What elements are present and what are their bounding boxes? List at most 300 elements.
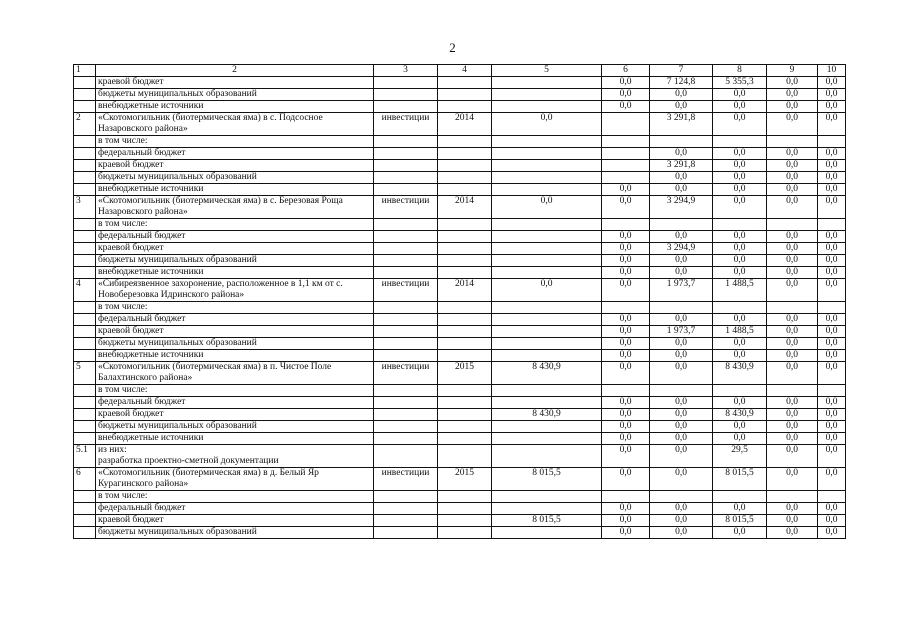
- table-row: [74, 184, 846, 196]
- table-row: [74, 89, 846, 101]
- row-type: [374, 148, 438, 160]
- row-type: [374, 314, 438, 326]
- row-type: [374, 409, 438, 421]
- row-value-9: 0,0: [767, 314, 818, 326]
- row-year: [438, 267, 492, 279]
- row-value-7: 0,0: [650, 503, 713, 515]
- row-number: 3: [74, 196, 96, 219]
- row-total: [492, 503, 602, 515]
- row-number: [74, 219, 96, 231]
- column-header-7: 7: [650, 65, 713, 77]
- row-total: [492, 231, 602, 243]
- row-total: [492, 338, 602, 350]
- row-value-6: [602, 172, 650, 184]
- row-value-9: [767, 302, 818, 314]
- row-year: 2015: [438, 362, 492, 385]
- row-value-10: 0,0: [818, 101, 846, 113]
- row-value-7: [650, 385, 713, 397]
- row-number: [74, 409, 96, 421]
- row-type: [374, 326, 438, 338]
- table-row: [74, 326, 846, 338]
- row-value-8: [713, 491, 767, 503]
- row-type: [374, 89, 438, 101]
- row-year: [438, 231, 492, 243]
- table-row: [74, 385, 846, 397]
- row-value-7: 0,0: [650, 445, 713, 468]
- table-row: [74, 433, 846, 445]
- row-number: [74, 326, 96, 338]
- table-row: [74, 101, 846, 113]
- table-row: [74, 362, 846, 385]
- row-total: [492, 136, 602, 148]
- row-year: [438, 503, 492, 515]
- row-value-9: 0,0: [767, 101, 818, 113]
- row-number: [74, 338, 96, 350]
- row-value-8: 29,5: [713, 445, 767, 468]
- column-header-1: 1: [74, 65, 96, 77]
- row-total: [492, 184, 602, 196]
- row-value-6: 0,0: [602, 267, 650, 279]
- table-row: [74, 314, 846, 326]
- row-value-6: 0,0: [602, 243, 650, 255]
- table-row: [74, 445, 846, 468]
- row-label: в том числе:: [96, 385, 374, 397]
- row-value-8: 8 430,9: [713, 409, 767, 421]
- column-header-8: 8: [713, 65, 767, 77]
- row-value-9: 0,0: [767, 243, 818, 255]
- row-value-10: 0,0: [818, 172, 846, 184]
- row-number: [74, 243, 96, 255]
- row-number: [74, 527, 96, 539]
- row-value-10: 0,0: [818, 350, 846, 362]
- row-value-6: 0,0: [602, 397, 650, 409]
- row-type: [374, 136, 438, 148]
- row-total: [492, 491, 602, 503]
- row-value-6: [602, 219, 650, 231]
- row-value-6: 0,0: [602, 421, 650, 433]
- table-row: [74, 503, 846, 515]
- row-label: бюджеты муниципальных образований: [96, 172, 374, 184]
- table-row: [74, 409, 846, 421]
- row-value-8: [713, 302, 767, 314]
- row-value-10: 0,0: [818, 468, 846, 491]
- row-number: [74, 77, 96, 89]
- row-value-8: 0,0: [713, 314, 767, 326]
- row-type: инвестиции: [374, 113, 438, 136]
- row-year: 2015: [438, 468, 492, 491]
- row-value-6: 0,0: [602, 409, 650, 421]
- row-number: [74, 148, 96, 160]
- row-total: 0,0: [492, 113, 602, 136]
- row-value-6: 0,0: [602, 503, 650, 515]
- row-value-7: 0,0: [650, 338, 713, 350]
- row-label: внебюджетные источники: [96, 350, 374, 362]
- row-year: [438, 314, 492, 326]
- row-value-8: 0,0: [713, 421, 767, 433]
- row-value-10: 0,0: [818, 362, 846, 385]
- row-label: в том числе:: [96, 302, 374, 314]
- row-value-9: 0,0: [767, 409, 818, 421]
- row-value-10: 0,0: [818, 160, 846, 172]
- row-type: инвестиции: [374, 362, 438, 385]
- row-value-7: 0,0: [650, 231, 713, 243]
- column-header-6: 6: [602, 65, 650, 77]
- row-value-10: [818, 136, 846, 148]
- row-value-9: 0,0: [767, 326, 818, 338]
- row-total: 0,0: [492, 196, 602, 219]
- table-row: [74, 527, 846, 539]
- row-year: [438, 433, 492, 445]
- row-value-6: 0,0: [602, 231, 650, 243]
- row-value-8: 8 430,9: [713, 362, 767, 385]
- row-value-9: 0,0: [767, 445, 818, 468]
- row-number: [74, 503, 96, 515]
- row-value-9: 0,0: [767, 362, 818, 385]
- row-number: [74, 491, 96, 503]
- row-year: 2014: [438, 196, 492, 219]
- row-value-10: [818, 219, 846, 231]
- row-label: в том числе:: [96, 491, 374, 503]
- row-value-10: 0,0: [818, 433, 846, 445]
- row-number: 6: [74, 468, 96, 491]
- row-value-7: 0,0: [650, 148, 713, 160]
- row-value-9: 0,0: [767, 113, 818, 136]
- row-value-10: 0,0: [818, 267, 846, 279]
- row-label: «Скотомогильник (биотермическая яма) в с. Подсосное Назаровского района»: [96, 113, 374, 136]
- row-type: инвестиции: [374, 468, 438, 491]
- row-type: [374, 255, 438, 267]
- row-number: [74, 350, 96, 362]
- row-value-8: 0,0: [713, 89, 767, 101]
- row-type: [374, 219, 438, 231]
- row-number: [74, 231, 96, 243]
- row-total: [492, 527, 602, 539]
- row-year: 2014: [438, 113, 492, 136]
- row-value-9: [767, 491, 818, 503]
- row-total: [492, 326, 602, 338]
- row-value-7: [650, 219, 713, 231]
- row-value-7: [650, 491, 713, 503]
- row-value-7: 3 294,9: [650, 196, 713, 219]
- row-value-10: [818, 491, 846, 503]
- row-total: [492, 89, 602, 101]
- row-value-10: 0,0: [818, 326, 846, 338]
- row-value-10: 0,0: [818, 503, 846, 515]
- row-value-6: 0,0: [602, 362, 650, 385]
- row-type: [374, 302, 438, 314]
- row-label: бюджеты муниципальных образований: [96, 338, 374, 350]
- table-row: [74, 338, 846, 350]
- row-value-7: 1 973,7: [650, 326, 713, 338]
- row-label: в том числе:: [96, 136, 374, 148]
- row-year: [438, 219, 492, 231]
- row-value-7: 0,0: [650, 433, 713, 445]
- row-label: внебюджетные источники: [96, 101, 374, 113]
- row-number: [74, 255, 96, 267]
- row-label: бюджеты муниципальных образований: [96, 89, 374, 101]
- row-number: 2: [74, 113, 96, 136]
- row-total: [492, 433, 602, 445]
- row-value-7: 0,0: [650, 421, 713, 433]
- table-row: [74, 148, 846, 160]
- row-total: [492, 101, 602, 113]
- row-value-9: 0,0: [767, 184, 818, 196]
- table-row: [74, 279, 846, 302]
- row-value-9: 0,0: [767, 77, 818, 89]
- row-total: [492, 219, 602, 231]
- row-value-8: 0,0: [713, 527, 767, 539]
- row-type: [374, 172, 438, 184]
- table-row: [74, 172, 846, 184]
- row-label: внебюджетные источники: [96, 267, 374, 279]
- table-row: [74, 350, 846, 362]
- row-label: федеральный бюджет: [96, 397, 374, 409]
- row-year: [438, 77, 492, 89]
- row-type: [374, 527, 438, 539]
- table-row: [74, 397, 846, 409]
- row-label: бюджеты муниципальных образований: [96, 527, 374, 539]
- row-value-9: 0,0: [767, 196, 818, 219]
- row-total: [492, 267, 602, 279]
- row-value-10: 0,0: [818, 409, 846, 421]
- row-value-7: 0,0: [650, 267, 713, 279]
- table-row: [74, 302, 846, 314]
- row-label: краевой бюджет: [96, 243, 374, 255]
- row-year: [438, 445, 492, 468]
- row-value-9: 0,0: [767, 350, 818, 362]
- row-value-8: 0,0: [713, 113, 767, 136]
- row-total: [492, 148, 602, 160]
- row-total: [492, 77, 602, 89]
- row-total: [492, 172, 602, 184]
- row-value-6: 0,0: [602, 101, 650, 113]
- table-row: [74, 491, 846, 503]
- row-value-10: 0,0: [818, 231, 846, 243]
- row-year: [438, 148, 492, 160]
- row-value-7: 3 291,8: [650, 160, 713, 172]
- budget-table: [73, 64, 846, 539]
- row-value-6: 0,0: [602, 468, 650, 491]
- row-value-10: 0,0: [818, 148, 846, 160]
- row-value-8: 0,0: [713, 267, 767, 279]
- column-header-10: 10: [818, 65, 846, 77]
- row-value-9: 0,0: [767, 255, 818, 267]
- row-type: [374, 503, 438, 515]
- row-type: [374, 184, 438, 196]
- row-value-10: 0,0: [818, 89, 846, 101]
- row-value-6: 0,0: [602, 184, 650, 196]
- column-header-2: 2: [96, 65, 374, 77]
- row-type: [374, 101, 438, 113]
- row-type: [374, 491, 438, 503]
- row-value-10: 0,0: [818, 196, 846, 219]
- table-row: [74, 77, 846, 89]
- row-total: 8 430,9: [492, 362, 602, 385]
- row-type: инвестиции: [374, 279, 438, 302]
- row-number: 4: [74, 279, 96, 302]
- row-number: [74, 160, 96, 172]
- row-value-6: 0,0: [602, 89, 650, 101]
- table-row: [74, 113, 846, 136]
- row-value-6: [602, 491, 650, 503]
- row-label: краевой бюджет: [96, 160, 374, 172]
- row-label: «Скотомогильник (биотермическая яма) в п. Чистое Поле Балахтинского района»: [96, 362, 374, 385]
- row-value-9: 0,0: [767, 231, 818, 243]
- row-type: [374, 267, 438, 279]
- row-label: краевой бюджет: [96, 326, 374, 338]
- row-total: 8 430,9: [492, 409, 602, 421]
- row-value-10: 0,0: [818, 77, 846, 89]
- row-type: [374, 160, 438, 172]
- row-value-9: 0,0: [767, 527, 818, 539]
- row-value-8: 0,0: [713, 433, 767, 445]
- row-value-7: 0,0: [650, 409, 713, 421]
- row-value-8: 0,0: [713, 397, 767, 409]
- row-value-6: 0,0: [602, 196, 650, 219]
- row-type: [374, 338, 438, 350]
- row-value-8: 0,0: [713, 350, 767, 362]
- row-value-9: 0,0: [767, 397, 818, 409]
- row-number: [74, 515, 96, 527]
- row-type: [374, 433, 438, 445]
- row-value-10: 0,0: [818, 314, 846, 326]
- row-number: [74, 101, 96, 113]
- row-year: [438, 136, 492, 148]
- row-value-9: 0,0: [767, 515, 818, 527]
- row-year: [438, 184, 492, 196]
- row-type: [374, 445, 438, 468]
- row-value-7: 0,0: [650, 314, 713, 326]
- row-value-7: [650, 302, 713, 314]
- row-total: [492, 160, 602, 172]
- row-type: [374, 243, 438, 255]
- table-row: [74, 231, 846, 243]
- row-value-10: [818, 385, 846, 397]
- row-value-9: 0,0: [767, 160, 818, 172]
- row-value-9: [767, 219, 818, 231]
- row-total: 8 015,5: [492, 468, 602, 491]
- row-year: [438, 338, 492, 350]
- row-value-8: 8 015,5: [713, 468, 767, 491]
- row-number: [74, 385, 96, 397]
- row-type: инвестиции: [374, 196, 438, 219]
- row-number: [74, 421, 96, 433]
- row-value-7: 0,0: [650, 350, 713, 362]
- row-total: [492, 255, 602, 267]
- row-value-9: 0,0: [767, 338, 818, 350]
- row-number: [74, 267, 96, 279]
- row-value-9: 0,0: [767, 421, 818, 433]
- row-label: бюджеты муниципальных образований: [96, 421, 374, 433]
- row-value-6: [602, 302, 650, 314]
- row-value-10: [818, 302, 846, 314]
- row-year: [438, 385, 492, 397]
- row-value-8: 0,0: [713, 231, 767, 243]
- row-label: «Скотомогильник (биотермическая яма) в с. Березовая Роща Назаровского района»: [96, 196, 374, 219]
- column-header-5: 5: [492, 65, 602, 77]
- row-value-9: 0,0: [767, 172, 818, 184]
- row-type: [374, 385, 438, 397]
- row-type: [374, 397, 438, 409]
- row-number: 5.1: [74, 445, 96, 468]
- row-value-7: 0,0: [650, 89, 713, 101]
- row-value-10: 0,0: [818, 184, 846, 196]
- row-value-8: 0,0: [713, 172, 767, 184]
- row-value-8: 0,0: [713, 101, 767, 113]
- row-value-8: [713, 385, 767, 397]
- row-year: [438, 421, 492, 433]
- column-header-9: 9: [767, 65, 818, 77]
- row-value-8: 0,0: [713, 196, 767, 219]
- column-header-4: 4: [438, 65, 492, 77]
- row-value-7: 7 124,8: [650, 77, 713, 89]
- row-value-6: 0,0: [602, 527, 650, 539]
- row-number: [74, 433, 96, 445]
- row-value-10: 0,0: [818, 279, 846, 302]
- row-year: [438, 255, 492, 267]
- row-value-9: [767, 136, 818, 148]
- row-value-10: 0,0: [818, 421, 846, 433]
- row-total: [492, 243, 602, 255]
- row-year: [438, 350, 492, 362]
- row-number: 5: [74, 362, 96, 385]
- row-value-6: 0,0: [602, 350, 650, 362]
- row-value-7: [650, 136, 713, 148]
- row-value-8: 0,0: [713, 160, 767, 172]
- row-value-9: 0,0: [767, 267, 818, 279]
- row-total: [492, 421, 602, 433]
- row-number: [74, 302, 96, 314]
- row-value-7: 0,0: [650, 172, 713, 184]
- row-value-8: 0,0: [713, 184, 767, 196]
- row-value-6: 0,0: [602, 279, 650, 302]
- row-value-7: 0,0: [650, 527, 713, 539]
- column-header-3: 3: [374, 65, 438, 77]
- table-row: [74, 136, 846, 148]
- row-value-6: 0,0: [602, 515, 650, 527]
- row-value-8: 1 488,5: [713, 326, 767, 338]
- row-label: краевой бюджет: [96, 409, 374, 421]
- row-label: «Сибиреязвенное захоронение, расположенное в 1,1 км от с. Новоберезовка Идринского района»: [96, 279, 374, 302]
- row-value-7: 3 294,9: [650, 243, 713, 255]
- row-label: внебюджетные источники: [96, 433, 374, 445]
- row-value-8: 5 355,3: [713, 77, 767, 89]
- row-value-8: [713, 136, 767, 148]
- row-value-8: 0,0: [713, 243, 767, 255]
- row-value-8: 0,0: [713, 148, 767, 160]
- table-body: [74, 77, 846, 539]
- row-value-6: 0,0: [602, 445, 650, 468]
- row-total: 0,0: [492, 279, 602, 302]
- row-number: [74, 172, 96, 184]
- row-value-9: 0,0: [767, 148, 818, 160]
- row-type: [374, 231, 438, 243]
- row-value-6: [602, 385, 650, 397]
- row-value-9: [767, 385, 818, 397]
- row-value-7: 0,0: [650, 362, 713, 385]
- row-label: «Скотомогильник (биотермическая яма) в д. Белый Яр Курагинского района»: [96, 468, 374, 491]
- row-year: [438, 302, 492, 314]
- row-value-6: 0,0: [602, 326, 650, 338]
- row-value-10: 0,0: [818, 397, 846, 409]
- row-year: [438, 397, 492, 409]
- row-number: [74, 136, 96, 148]
- row-value-10: 0,0: [818, 527, 846, 539]
- row-value-6: [602, 148, 650, 160]
- row-value-6: [602, 136, 650, 148]
- page-number: 2: [449, 40, 456, 55]
- row-value-6: 0,0: [602, 433, 650, 445]
